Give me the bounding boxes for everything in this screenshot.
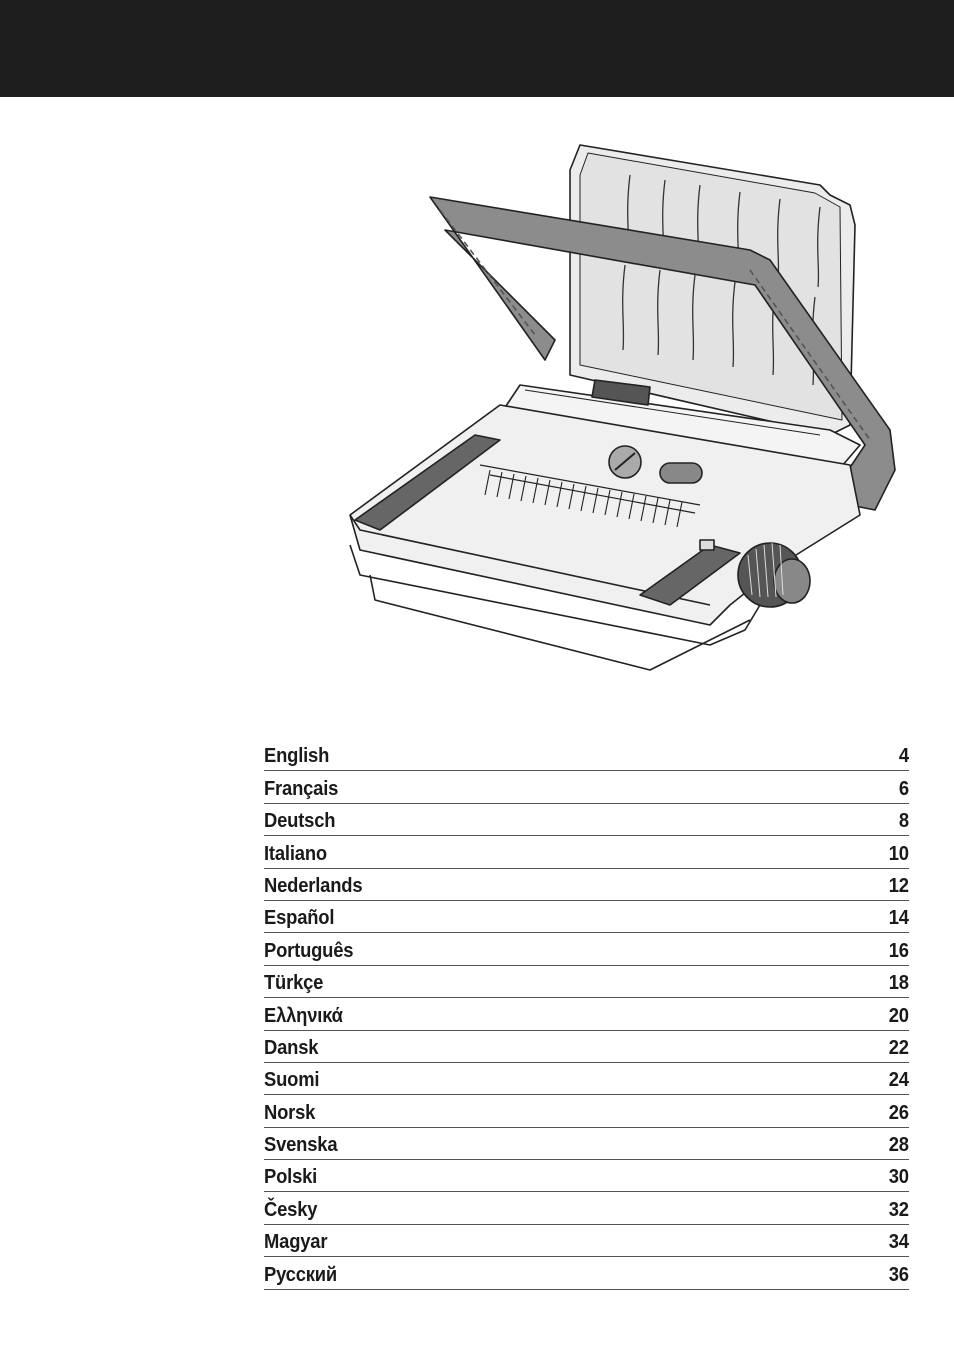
- illustration: [330, 135, 910, 680]
- toc-row-dansk[interactable]: [264, 1031, 909, 1063]
- toc-language: Italiano: [264, 842, 327, 865]
- toc-page-number: 32: [888, 1198, 909, 1221]
- toc-row-suomi[interactable]: [264, 1063, 909, 1095]
- toc-page-number: 22: [888, 1036, 909, 1059]
- toc-language: Nederlands: [264, 874, 363, 897]
- toc-row-portugues[interactable]: [264, 933, 909, 965]
- toc-page-number: 10: [888, 842, 909, 865]
- toc-language: Ελληνικά: [264, 1004, 343, 1027]
- toc-row-espanol[interactable]: [264, 901, 909, 933]
- toc-page-number: 8: [898, 810, 909, 833]
- toc-page-number: 26: [888, 1101, 909, 1124]
- toc-row-russian[interactable]: [264, 1257, 909, 1289]
- toc-row-deutsch[interactable]: [264, 804, 909, 836]
- toc-row-francais[interactable]: [264, 771, 909, 803]
- toc-language: Česky: [264, 1198, 318, 1221]
- toc-language: Español: [264, 907, 335, 930]
- toc-page-number: 34: [888, 1231, 909, 1254]
- toc-page-number: 20: [888, 1004, 909, 1027]
- toc-page-number: 30: [888, 1166, 909, 1189]
- binding-machine-icon: [330, 135, 910, 680]
- toc-page-number: 12: [888, 874, 909, 897]
- toc-page-number: 4: [898, 745, 909, 768]
- table-of-contents: [264, 739, 909, 1290]
- toc-row-norsk[interactable]: [264, 1095, 909, 1127]
- toc-language: Suomi: [264, 1069, 320, 1092]
- toc-page-number: 36: [888, 1263, 909, 1286]
- header-band: [0, 0, 954, 97]
- toc-page-number: 24: [888, 1069, 909, 1092]
- toc-row-magyar[interactable]: [264, 1225, 909, 1257]
- toc-page-number: 6: [898, 777, 909, 800]
- toc-row-nederlands[interactable]: [264, 869, 909, 901]
- toc-language: English: [264, 745, 330, 768]
- toc-row-polski[interactable]: [264, 1160, 909, 1192]
- toc-language: Magyar: [264, 1231, 328, 1254]
- toc-language: Türkçe: [264, 972, 324, 995]
- toc-language: Dansk: [264, 1036, 319, 1059]
- toc-row-svenska[interactable]: [264, 1128, 909, 1160]
- toc-page-number: 14: [888, 907, 909, 930]
- toc-row-greek[interactable]: [264, 998, 909, 1030]
- toc-language: Français: [264, 777, 339, 800]
- toc-row-italiano[interactable]: [264, 836, 909, 868]
- toc-row-cesky[interactable]: [264, 1192, 909, 1224]
- toc-language: Русский: [264, 1263, 338, 1286]
- toc-language: Svenska: [264, 1134, 338, 1157]
- toc-language: Norsk: [264, 1101, 316, 1124]
- toc-row-turkce[interactable]: [264, 966, 909, 998]
- toc-language: Polski: [264, 1166, 318, 1189]
- toc-page-number: 16: [888, 939, 909, 962]
- toc-language: Português: [264, 939, 354, 962]
- toc-page-number: 28: [888, 1134, 909, 1157]
- toc-language: Deutsch: [264, 810, 336, 833]
- toc-row-english[interactable]: [264, 739, 909, 771]
- toc-page-number: 18: [888, 972, 909, 995]
